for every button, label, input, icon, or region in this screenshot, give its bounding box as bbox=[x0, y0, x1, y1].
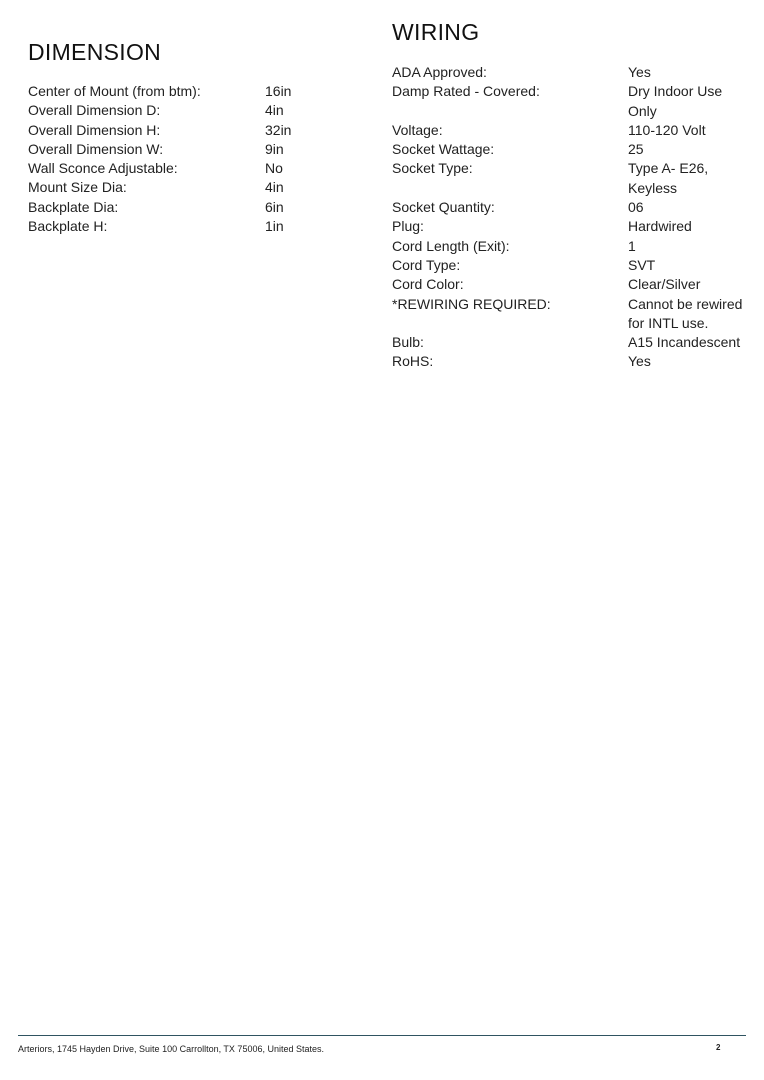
spec-row bbox=[28, 159, 368, 178]
spec-label: Overall Dimension D: bbox=[28, 102, 161, 119]
dimension-title: DIMENSION bbox=[28, 39, 162, 65]
wiring-title: WIRING bbox=[392, 19, 480, 45]
spec-row bbox=[28, 101, 368, 120]
page-number: 2 bbox=[716, 1043, 721, 1052]
spec-label: Voltage: bbox=[392, 121, 443, 138]
spec-row bbox=[392, 295, 752, 334]
spec-row bbox=[392, 140, 752, 159]
spec-row bbox=[392, 352, 752, 371]
spec-label: *REWIRING REQUIRED: bbox=[392, 295, 551, 312]
footer-address: Arteriors, 1745 Hayden Drive, Suite 100 Carrollton, TX 75006, United States. bbox=[18, 1044, 324, 1054]
spec-value: Type A- E26, Keyless bbox=[628, 160, 709, 196]
spec-row bbox=[28, 198, 368, 217]
spec-value: Dry Indoor Use Only bbox=[628, 83, 723, 119]
spec-value: Clear/Silver bbox=[628, 276, 701, 293]
spec-label: Bulb: bbox=[392, 334, 424, 351]
spec-label: Backplate Dia: bbox=[28, 198, 119, 215]
spec-label: ADA Approved: bbox=[392, 64, 487, 80]
spec-label: Plug: bbox=[392, 218, 424, 235]
spec-row bbox=[392, 237, 752, 256]
spec-row bbox=[392, 275, 752, 294]
spec-value: 6in bbox=[265, 198, 284, 215]
spec-label: Damp Rated - Covered: bbox=[392, 83, 540, 100]
spec-value: 16in bbox=[265, 83, 292, 99]
spec-row bbox=[392, 217, 752, 236]
spec-value: 4in bbox=[265, 179, 284, 196]
dimension-list bbox=[28, 82, 368, 236]
spec-row bbox=[392, 121, 752, 140]
spec-value: 9in bbox=[265, 140, 284, 157]
spec-label: Wall Sconce Adjustable: bbox=[28, 160, 178, 177]
spec-value: 25 bbox=[628, 141, 644, 158]
spec-label: Socket Type: bbox=[392, 160, 473, 177]
spec-value: 32in bbox=[265, 121, 292, 138]
spec-row bbox=[28, 140, 368, 159]
spec-row bbox=[392, 159, 752, 198]
spec-value: 4in bbox=[265, 102, 284, 119]
spec-label: Center of Mount (from btm): bbox=[28, 83, 201, 99]
spec-row bbox=[28, 121, 368, 140]
spec-row bbox=[392, 333, 752, 352]
spec-row bbox=[392, 82, 752, 121]
spec-label: Socket Wattage: bbox=[392, 141, 495, 158]
wiring-list bbox=[392, 63, 752, 372]
spec-value: Hardwired bbox=[628, 218, 692, 235]
spec-row bbox=[392, 198, 752, 217]
spec-value: Yes bbox=[628, 353, 651, 370]
spec-row bbox=[392, 256, 752, 275]
spec-value: A15 Incandescent bbox=[628, 334, 741, 351]
spec-value: SVT bbox=[628, 256, 656, 273]
spec-label: Mount Size Dia: bbox=[28, 179, 127, 196]
spec-row bbox=[28, 217, 368, 236]
spec-value: 06 bbox=[628, 199, 644, 216]
spec-label: Backplate H: bbox=[28, 218, 108, 235]
spec-value: No bbox=[265, 160, 283, 177]
spec-row bbox=[28, 82, 368, 101]
spec-label: Overall Dimension H: bbox=[28, 121, 161, 138]
spec-value: Yes bbox=[628, 64, 651, 80]
spec-label: Cord Color: bbox=[392, 276, 464, 293]
spec-label: Overall Dimension W: bbox=[28, 140, 164, 157]
spec-label: Socket Quantity: bbox=[392, 199, 495, 216]
spec-value: Cannot be rewired for INTL use. bbox=[628, 295, 743, 331]
spec-label: RoHS: bbox=[392, 353, 434, 370]
spec-value: 1in bbox=[265, 218, 284, 235]
spec-value: 1 bbox=[628, 237, 636, 254]
spec-row bbox=[392, 63, 752, 82]
spec-label: Cord Length (Exit): bbox=[392, 237, 510, 254]
spec-row bbox=[28, 178, 368, 197]
footer-divider bbox=[18, 1035, 746, 1036]
spec-value: 110-120 Volt bbox=[628, 121, 706, 138]
spec-label: Cord Type: bbox=[392, 256, 461, 273]
